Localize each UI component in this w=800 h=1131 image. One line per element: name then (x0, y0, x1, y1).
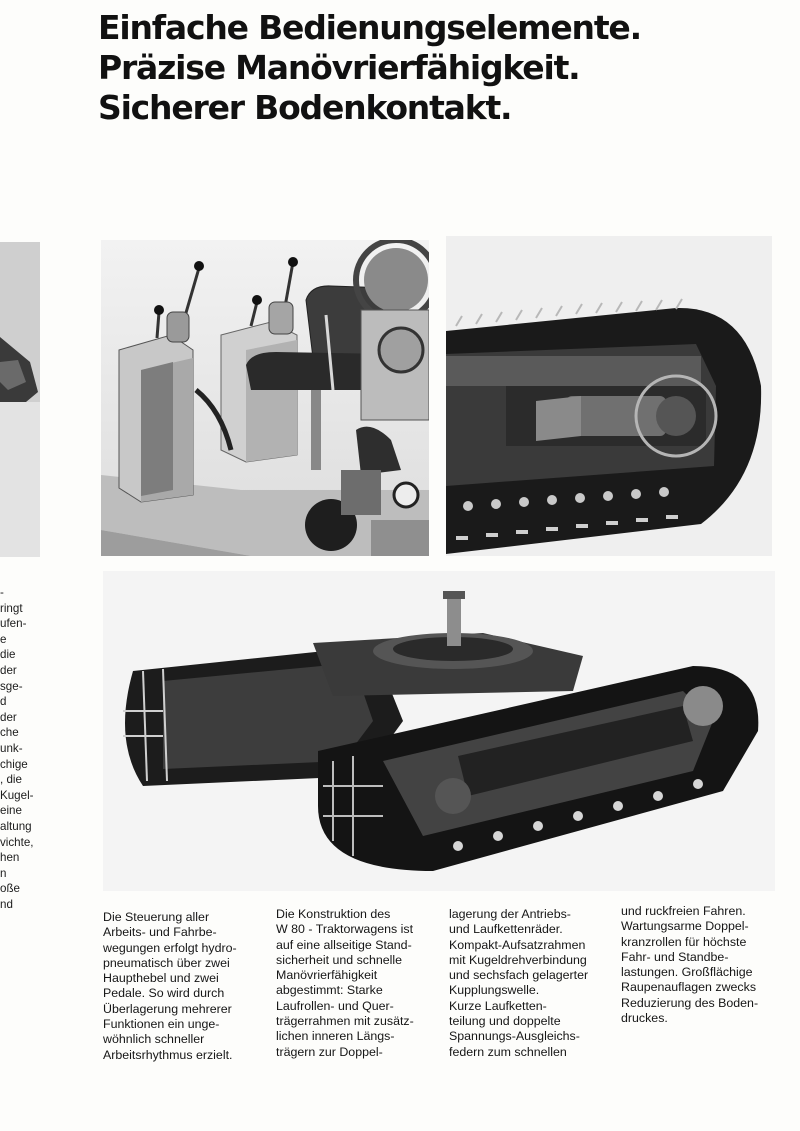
left-fragment-line: oße (0, 882, 20, 896)
left-fragment-line: - (0, 586, 4, 599)
column-line: wöhnlich schneller (103, 1032, 205, 1047)
left-fragment-line: ufen- (0, 617, 27, 631)
column-line: lichen inneren Längs- (276, 1029, 395, 1044)
left-fragment-line: Kugel- (0, 788, 34, 802)
column-line: auf eine allseitige Stand- (276, 937, 412, 952)
column-line: Die Steuerung aller (103, 910, 210, 924)
column-line: Haupthebel und zwei (103, 971, 219, 986)
column-line: trägerrahmen mit zusätz- (276, 1014, 414, 1029)
headline-line-2: Präzise Manövrierfähigkeit. (98, 48, 580, 87)
column-line: W 80 - Traktorwagens ist (276, 922, 414, 937)
column-line: Die Konstruktion des (276, 907, 391, 921)
column-line: Überlagerung mehrerer (103, 1001, 232, 1016)
column-line: und Laufkettenräder. (449, 922, 563, 937)
left-fragment-line: d (0, 695, 7, 709)
crawler-chassis-photo (103, 571, 775, 891)
left-fragment-line: e (0, 632, 7, 646)
left-fragment-line: nd (0, 897, 13, 911)
left-fragment-line: eine (0, 804, 22, 818)
column-line: Laufrollen- und Quer- (276, 998, 394, 1013)
column-line: abgestimmt: Starke (276, 983, 383, 998)
column-line: und ruckfreien Fahren. (621, 904, 746, 918)
left-fragment-line: ringt (0, 601, 23, 615)
left-fragment-line: unk- (0, 741, 23, 755)
text-column-2 (276, 907, 414, 1060)
headline-line-3: Sicherer Bodenkontakt. (98, 88, 512, 127)
column-line: federn zum schnellen (449, 1044, 567, 1059)
left-fragment-line: die (0, 648, 16, 662)
column-line: Pedale. So wird durch (103, 986, 225, 1001)
column-line: trägern zur Doppel- (276, 1044, 383, 1059)
column-line: lagerung der Antriebs- (449, 907, 571, 921)
column-line: Funktionen ein unge- (103, 1017, 220, 1032)
column-line: wegungen erfolgt hydro- (103, 940, 237, 955)
left-fragment-line: che (0, 726, 19, 740)
text-column-4 (621, 904, 758, 1026)
left-fragment-line: vichte, (0, 835, 34, 849)
column-line: Kurze Laufketten- (449, 998, 547, 1013)
left-fragment-line: n (0, 866, 7, 880)
column-line: mit Kugeldrehverbindung (449, 952, 587, 967)
headline (98, 8, 738, 128)
left-fragment-line: chige (0, 757, 28, 771)
left-fragment-line: hen (0, 851, 20, 865)
left-fragment-line: , die (0, 773, 22, 787)
column-line: Fahr- und Standbe- (621, 949, 729, 964)
column-line: Arbeits- und Fahrbe- (103, 925, 217, 940)
column-line: lastungen. Großflächige (621, 965, 753, 980)
column-line: druckes. (621, 1011, 668, 1026)
column-line: Kompakt-Aufsatzrahmen (449, 937, 586, 952)
crawler-track-photo (446, 236, 772, 556)
left-fragment-line: sge- (0, 679, 23, 693)
control-levers-photo (101, 240, 429, 556)
left-text-fragment (0, 585, 48, 912)
left-edge-photo-fragment (0, 242, 40, 557)
column-line: teilung und doppelte (449, 1014, 561, 1029)
column-line: Arbeitsrhythmus erzielt. (103, 1047, 233, 1062)
column-line: Kupplungswelle. (449, 983, 540, 998)
left-fragment-line: der (0, 663, 17, 677)
column-line: kranzrollen für höchste (621, 934, 747, 949)
column-line: Manövrierfähigkeit (276, 968, 378, 983)
column-line: pneumatisch über zwei (103, 955, 230, 970)
column-line: Spannungs-Ausgleichs- (449, 1029, 580, 1044)
column-line: und sechsfach gelagerter (449, 968, 589, 983)
column-line: Reduzierung des Boden- (621, 995, 759, 1010)
column-line: Raupenauflagen zwecks (621, 980, 757, 995)
left-fragment-line: der (0, 710, 17, 724)
text-column-1 (103, 910, 237, 1063)
left-fragment-line: altung (0, 819, 32, 833)
text-column-3 (449, 907, 588, 1060)
column-line: Wartungsarme Doppel- (621, 919, 749, 934)
column-line: sicherheit und schnelle (276, 952, 403, 967)
headline-line-1: Einfache Bedienungselemente. (98, 8, 641, 47)
